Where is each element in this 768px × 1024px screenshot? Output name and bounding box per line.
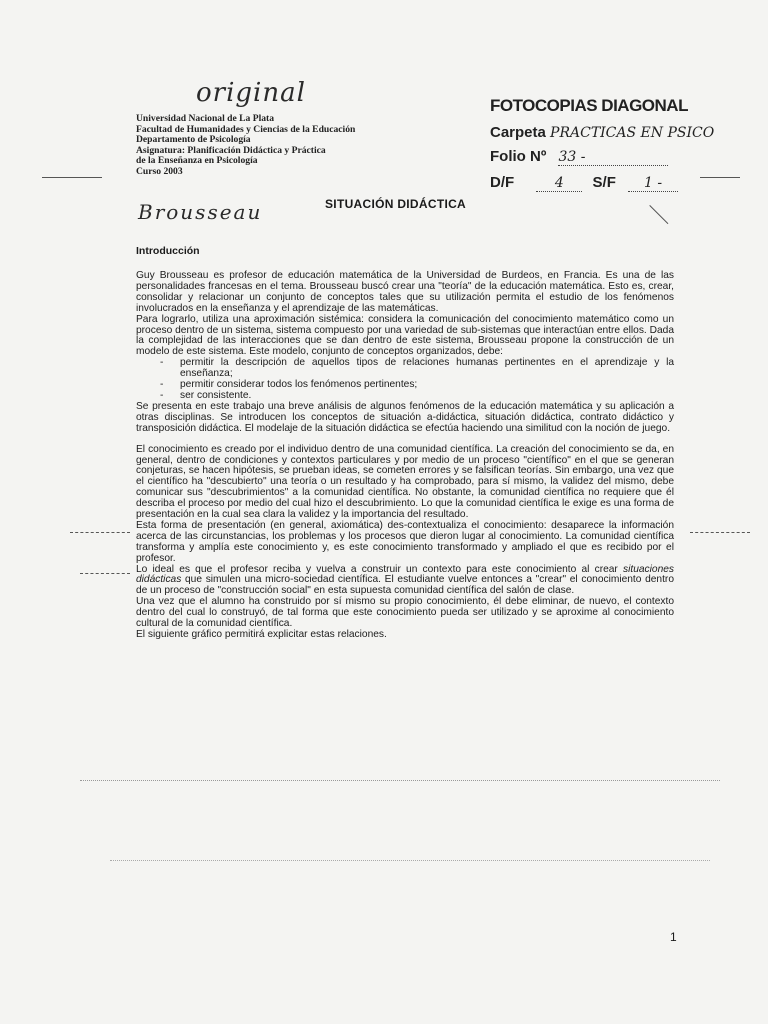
scan-artifact <box>80 573 130 574</box>
handwritten-original-note: original <box>196 78 306 108</box>
institution-header <box>136 114 355 178</box>
paragraph: Se presenta en este trabajo una breve análisis de algunos fenómenos de la educación matemática y su aplicación a otras disciplinas. Se introducen los conceptos de situación a-didáctica, situación didáctica, contrato didáctico y transposición didáctica. El modelaje de la situación didáctica se efectúa haciendo una similitud con la noción de juego. <box>136 400 674 434</box>
stamp-sf-label: S/F <box>592 174 616 191</box>
scan-artifact <box>649 205 668 224</box>
stamp-folio-label: Folio Nº <box>490 148 547 165</box>
paragraph: El conocimiento es creado por el individuo dentro de una comunidad científica. La creación del conocimiento se da, en general, dentro de condiciones y contextos particulares y por medio de un proceso "científico" en el que se generan conjeturas, se hacen hipótesis, se prueban ideas, se cometen errores y se falsifican teorías. Sin embargo, una vez que el científico ha "descubierto" una teoría o un resultado y ha comprobado, para sí mismo, la validez del mismo, debe comunicar sus "descubrimientos" a la comunidad científica. No obstante, la comunidad científica no requiere que él describa el proceso por medio del cual hizo el descubrimiento. Lo que la comunidad científica le exige es una forma de presentación en la cual sea clara la validez y la importancia del resultado. <box>136 443 674 521</box>
list-item-text: permitir considerar todos los fenómenos pertinentes; <box>180 379 418 391</box>
stamp-df-row <box>490 174 678 192</box>
stamp-folio-value: 33 - <box>558 149 668 166</box>
list-marker: - <box>160 357 164 369</box>
scan-artifact <box>110 860 710 861</box>
stamp-df-label: D/F <box>490 174 515 191</box>
document-title: SITUACIÓN DIDÁCTICA <box>325 197 467 211</box>
section-heading: Introducción <box>136 245 200 257</box>
photocopy-stamp <box>490 92 715 196</box>
scan-artifact <box>42 177 102 178</box>
list-item-text: permitir la descripción de aquellos tipos de relaciones humanas pertinentes en el aprendizaje y la enseñanza; <box>180 357 674 380</box>
list-item <box>136 358 674 380</box>
institution-line: Curso 2003 <box>136 165 183 177</box>
list-marker: - <box>160 389 164 401</box>
list-item-text: ser consistente. <box>180 389 252 401</box>
list-marker: - <box>160 379 164 391</box>
stamp-title: FOTOCOPIAS DIAGONAL <box>490 96 688 115</box>
paragraph: Una vez que el alumno ha construido por sí mismo su propio conocimiento, él debe eliminar, de nuevo, el contexto dentro del cual lo construyó, de tal forma que este conocimiento pueda ser utilizado y se aproxime al conocimiento cultural de la comunidad científica. <box>136 596 674 630</box>
page-number: 1 <box>670 930 677 944</box>
institution-line: Asignatura: Planificación Didáctica y Práctica <box>136 144 326 156</box>
document-body <box>136 271 674 641</box>
stamp-folio-row <box>490 148 668 166</box>
stamp-carpeta-row <box>490 124 714 141</box>
paragraph: Esta forma de presentación (en general, axiomática) des-contextualiza el conocimiento: desaparece la información acerca de las circunstancias, los problemas y los procesos que dieron lugar al conocimiento. La comunidad científica transforma y amplía este conocimiento y, es este conocimiento transformado y ampliado el que es recibido por el profesor. <box>136 519 674 564</box>
paragraph-text: que simulen una micro-sociedad científica. El estudiante vuelve entonces a "crear" el conocimiento dentro de un proceso de "construcción social" en esta supuesta comunidad científica del salón de clase. <box>136 574 674 597</box>
stamp-sf-value: 1 - <box>628 175 678 192</box>
list-item <box>136 391 674 402</box>
handwritten-author-note: Brousseau <box>138 200 263 224</box>
scan-artifact <box>80 780 720 781</box>
scan-artifact <box>690 532 750 533</box>
scan-artifact <box>70 532 130 533</box>
scan-artifact <box>700 177 740 178</box>
stamp-df-value: 4 <box>536 175 582 192</box>
stamp-carpeta-value: PRACTICAS EN PSICO <box>550 125 715 141</box>
stamp-carpeta-label: Carpeta <box>490 124 546 141</box>
institution-line: de la Enseñanza en Psicología <box>136 155 258 167</box>
institution-line: Universidad Nacional de La Plata <box>136 113 275 124</box>
requirements-list <box>136 358 674 402</box>
emphasis-text: situaciones didácticas <box>136 563 674 586</box>
paragraph <box>136 565 674 598</box>
institution-line: Facultad de Humanidades y Ciencias de la Educación <box>136 123 356 135</box>
paragraph-text: Lo ideal es que el profesor reciba y vuelva a construir un contexto para este conocimiento al crear <box>136 563 624 575</box>
institution-line: Departamento de Psicología <box>136 134 251 146</box>
paragraph: Para lograrlo, utiliza una aproximación sistémica: considera la comunicación del conocimiento matemático como un proceso dentro de un sistema, sistema compuesto por una variedad de sub-sistemas que interactúan entre ellos. Dada la complejidad de las interacciones que se dan dentro de este sistema, Brousseau propone la construcción de un modelo de este sistema. Este modelo, conjunto de conceptos organizados, debe: <box>136 313 674 358</box>
paragraph: Guy Brousseau es profesor de educación matemática de la Universidad de Burdeos, en Francia. Es una de las personalidades francesas en el tema. Brousseau buscó crear una "teoría" de la educación matemática. Esto es, crear, consolidar y relacionar un conjunto de conceptos tales que su utilización permita el estudio de los fenómenos involucrados en la enseñanza y el aprendizaje de las matemáticas. <box>136 270 674 314</box>
paragraph: El siguiente gráfico permitirá explicitar estas relaciones. <box>136 629 387 640</box>
